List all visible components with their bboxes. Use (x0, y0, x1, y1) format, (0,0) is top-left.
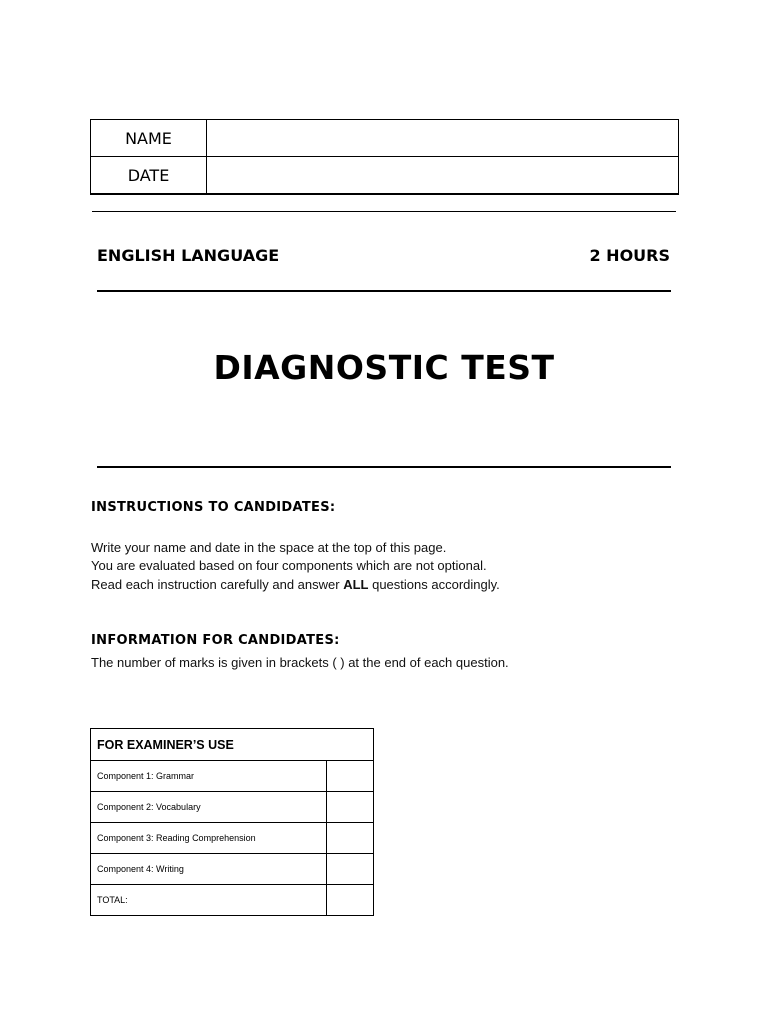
name-field[interactable] (207, 120, 679, 157)
component-label: Component 4: Writing (91, 854, 327, 885)
divider-top (92, 211, 676, 212)
instruction-line-2: You are evaluated based on four components which are not optional. (91, 558, 487, 573)
subject-label: ENGLISH LANGUAGE (97, 246, 280, 265)
page-title: DIAGNOSTIC TEST (213, 348, 555, 387)
component-label: Component 1: Grammar (91, 761, 327, 792)
total-score-cell[interactable] (327, 885, 374, 916)
table-row (91, 854, 374, 885)
divider-upper (97, 290, 671, 292)
component-label: Component 2: Vocabulary (91, 792, 327, 823)
date-field[interactable] (207, 157, 679, 195)
name-label: NAME (91, 120, 207, 157)
examiner-table (90, 728, 374, 916)
date-row (91, 157, 679, 195)
instruction-line-3 (91, 577, 500, 592)
component-label: Component 3: Reading Comprehension (91, 823, 327, 854)
table-row (91, 823, 374, 854)
score-cell[interactable] (327, 761, 374, 792)
instruction-line-3-emphasis: ALL (343, 577, 369, 592)
examiner-heading: FOR EXAMINER’S USE (91, 729, 374, 761)
table-row (91, 761, 374, 792)
score-cell[interactable] (327, 792, 374, 823)
information-heading: INFORMATION FOR CANDIDATES: (91, 633, 340, 648)
instruction-line-3-end: questions accordingly. (368, 577, 500, 592)
examiner-header-row (91, 729, 374, 761)
table-row (91, 885, 374, 916)
date-label: DATE (91, 157, 207, 195)
duration-label: 2 HOURS (589, 246, 670, 265)
instruction-line-3-start: Read each instruction carefully and answer (91, 577, 344, 592)
name-row (91, 120, 679, 157)
instruction-line-1: Write your name and date in the space at the top of this page. (91, 540, 447, 555)
total-label: TOTAL: (91, 885, 327, 916)
table-row (91, 792, 374, 823)
information-line-1: The number of marks is given in brackets ( ) at the end of each question. (91, 655, 509, 670)
score-cell[interactable] (327, 854, 374, 885)
instructions-heading: INSTRUCTIONS TO CANDIDATES: (91, 500, 336, 515)
divider-lower (97, 466, 671, 468)
score-cell[interactable] (327, 823, 374, 854)
candidate-details-table (90, 119, 679, 195)
